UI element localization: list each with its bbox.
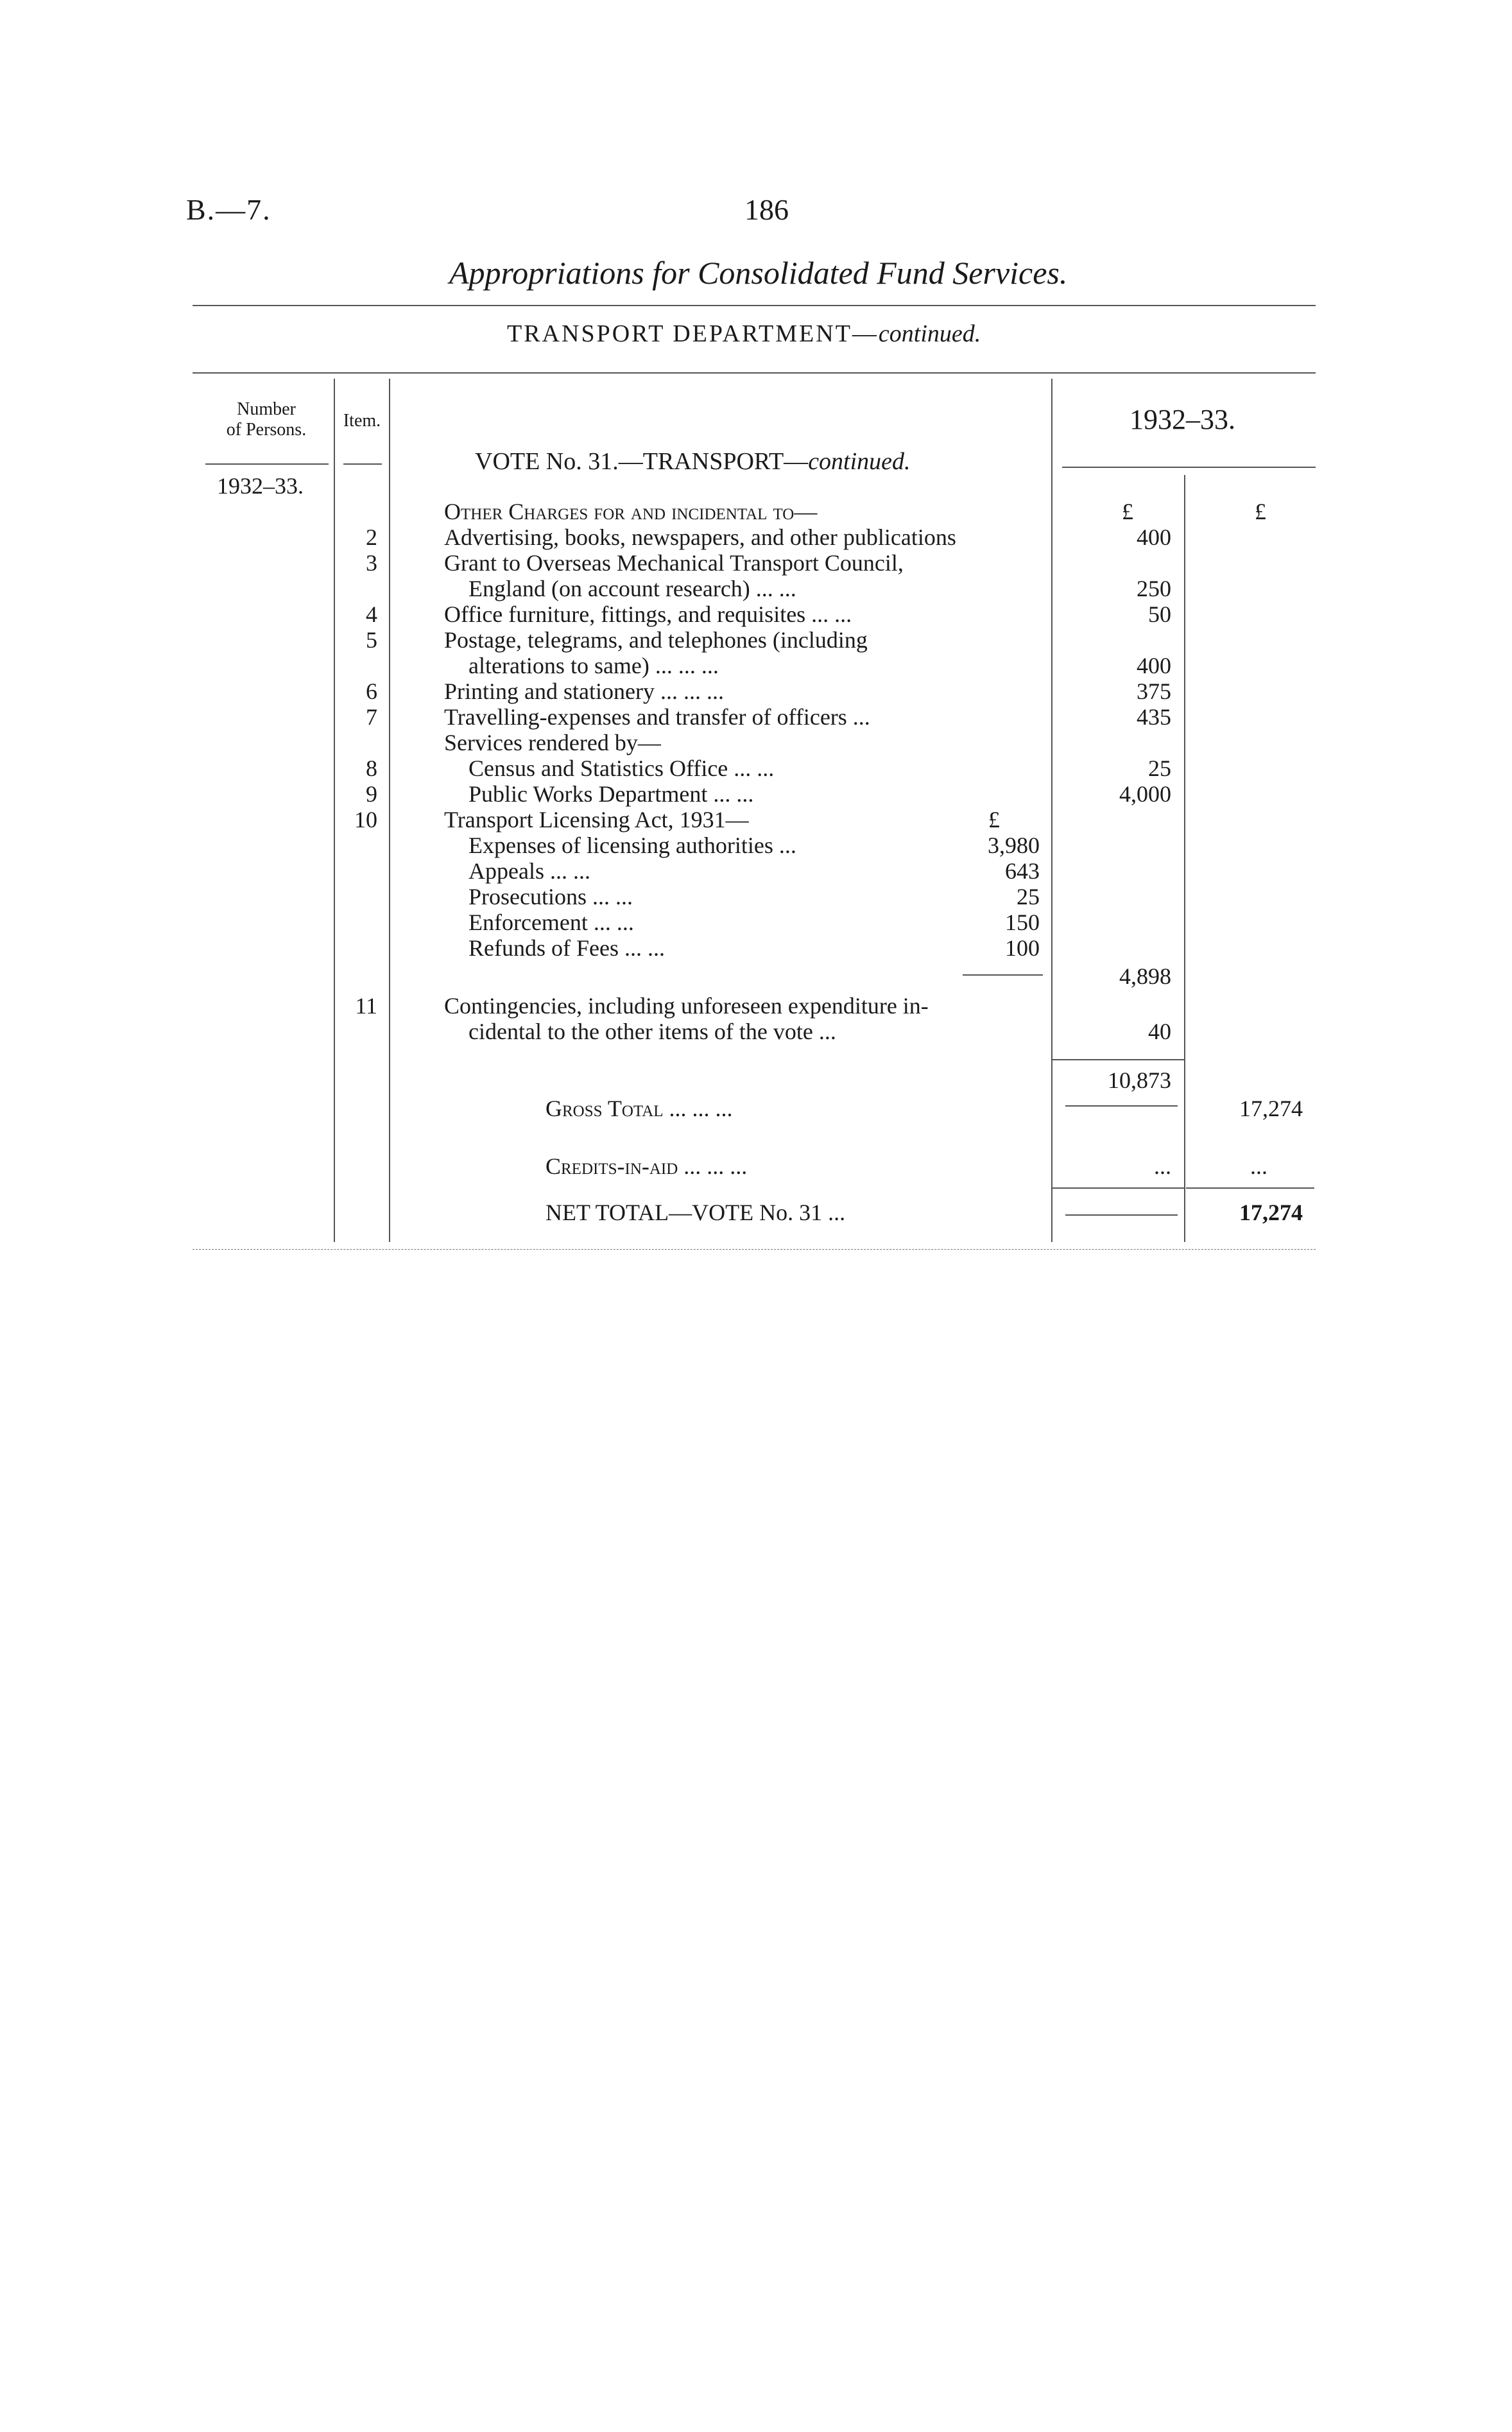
item-number: 8 (366, 755, 377, 781)
sub-item-value: 643 (1005, 858, 1040, 884)
sub-item-value: 150 (1005, 910, 1040, 935)
section-heading: Other Charges for and incidental to— (444, 499, 818, 524)
item-number: 11 (355, 993, 377, 1019)
sub-item-description: Enforcement ... ... (468, 910, 634, 935)
currency-symbol: £ (1122, 499, 1133, 524)
line-amount: 375 (1137, 678, 1171, 704)
credits-in-aid-label: Credits-in-aid ... ... ... (546, 1153, 748, 1179)
sub-item-description: Appeals ... ... (468, 858, 590, 884)
line-description: Postage, telegrams, and telephones (including (444, 627, 868, 653)
line-description: Advertising, books, newspapers, and other publications (444, 524, 956, 550)
item-number: 9 (366, 781, 377, 807)
currency-symbol: £ (1255, 499, 1266, 524)
item-number: 5 (366, 627, 377, 653)
line-description: Public Works Department ... ... (468, 781, 754, 807)
sub-item-value: 3,980 (988, 832, 1040, 858)
line-amount: 250 (1137, 576, 1171, 601)
report-reference: B.—7. (186, 193, 271, 226)
divider (193, 1249, 1316, 1250)
line-description: Census and Statistics Office ... ... (468, 755, 775, 781)
sub-item-description: Expenses of licensing authorities ... (468, 832, 796, 858)
page-subtitle: Appropriations for Consolidated Fund Services. (449, 255, 1068, 291)
sub-item-value: 25 (1017, 884, 1040, 910)
line-description: cidental to the other items of the vote ... (468, 1019, 836, 1044)
divider (1052, 1187, 1184, 1189)
item-number: 7 (366, 704, 377, 730)
divider (963, 974, 1043, 976)
divider (1065, 1214, 1178, 1216)
divider (1052, 1059, 1184, 1060)
line-description: Services rendered by— (444, 730, 661, 755)
column-rule (1184, 475, 1185, 1242)
line-amount: 4,000 (1119, 781, 1171, 807)
line-description: Office furniture, fittings, and requisites ... ... (444, 601, 852, 627)
line-description: alterations to same) ... ... ... (468, 653, 719, 678)
divider (1062, 467, 1316, 468)
sub-item-value: 100 (1005, 935, 1040, 961)
divider (343, 463, 382, 465)
line-amount: 4,898 (1119, 963, 1171, 989)
column-rule (389, 379, 390, 1242)
line-description: Contingencies, including unforeseen expenditure in- (444, 993, 929, 1019)
line-amount: 400 (1137, 653, 1171, 678)
column-rule (1051, 379, 1052, 1242)
column-rule (334, 379, 335, 1242)
net-total-label: NET TOTAL—VOTE No. 31 ... (546, 1200, 846, 1225)
divider (1065, 1105, 1178, 1107)
item-number: 4 (366, 601, 377, 627)
line-amount: 25 (1148, 755, 1171, 781)
line-description: Printing and stationery ... ... ... (444, 678, 724, 704)
vote-title: VOTE No. 31.—TRANSPORT—continued. (475, 448, 911, 475)
amount-year-header: 1932–33. (1130, 404, 1235, 435)
credits-in-aid-value: ... (1154, 1153, 1171, 1179)
gross-total-value: 17,274 (1239, 1096, 1303, 1121)
gross-total-label: Gross Total ... ... ... (546, 1096, 733, 1121)
item-number: 3 (366, 550, 377, 576)
line-amount: 400 (1137, 524, 1171, 550)
line-description: Transport Licensing Act, 1931— (444, 807, 749, 832)
sub-item-description: Refunds of Fees ... ... (468, 935, 665, 961)
item-column-header: Item. (343, 411, 381, 431)
persons-column-header: Number of Persons. (226, 399, 307, 440)
line-description: Travelling-expenses and transfer of officers ... (444, 704, 870, 730)
divider (1186, 1187, 1314, 1189)
line-description: England (on account research) ... ... (468, 576, 796, 601)
divider (193, 372, 1316, 374)
divider (193, 305, 1316, 306)
items-sum: 10,873 (1108, 1067, 1171, 1093)
currency-symbol: £ (988, 807, 1000, 832)
credits-in-aid-value: ... (1250, 1153, 1267, 1179)
line-amount: 50 (1148, 601, 1171, 627)
item-number: 2 (366, 524, 377, 550)
line-amount: 40 (1148, 1019, 1171, 1044)
page-number: 186 (744, 193, 789, 226)
persons-year: 1932–33. (217, 473, 304, 499)
divider (205, 463, 329, 465)
sub-item-description: Prosecutions ... ... (468, 884, 633, 910)
net-total-value: 17,274 (1239, 1200, 1303, 1225)
item-number: 10 (354, 807, 377, 832)
item-number: 6 (366, 678, 377, 704)
department-heading: TRANSPORT DEPARTMENT—continued. (507, 320, 981, 347)
line-amount: 435 (1137, 704, 1171, 730)
line-description: Grant to Overseas Mechanical Transport Council, (444, 550, 904, 576)
